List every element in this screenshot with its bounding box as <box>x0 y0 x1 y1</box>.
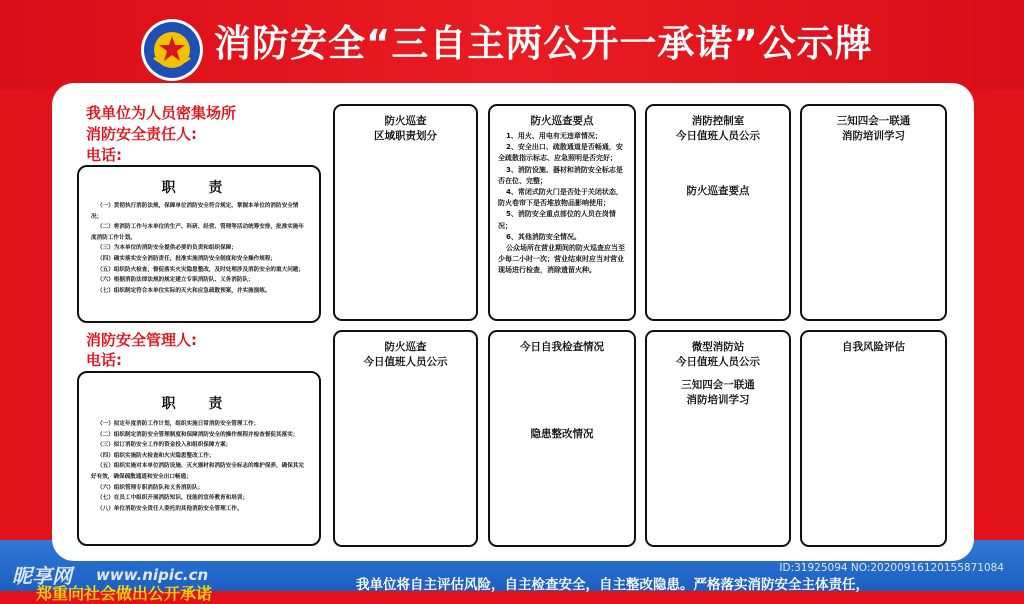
duty-item: （二）组织制定消防安全管理制度和保障消防安全的操作规程并检查督促其落实； <box>97 431 299 438</box>
card-title: 防火巡查 <box>384 115 427 127</box>
safety-manager-label: 消防安全管理人: <box>86 331 197 349</box>
duty-item: （七）在员工中组织开展消防知识、技能的宣传教育和培训； <box>97 495 249 502</box>
card-subtitle: 今日值班人员公示 <box>363 356 448 368</box>
duty-item: （五）组织防火检查，督促落实火灾隐患整改，及时处理涉及消防安全的重大问题； <box>97 266 304 273</box>
duty-item: （一）拟定年度消防工作计划，组织实施日常消防安全管理工作； <box>97 421 260 427</box>
duty-item: （八）单位消防安全责任人委托的其他消防安全管理工作。 <box>97 505 243 512</box>
responsible-duty-list <box>79 201 319 296</box>
phone-label: 电话: <box>86 351 122 369</box>
duty-item: （一）贯彻执行消防法规，保障单位消防安全符合规定，掌握本单位的消防安全情况； <box>91 203 299 220</box>
commitment-text: 我单位将自主评估风险，自主检查安全，自主整改隐患。严格落实消防安全主体责任， <box>356 577 869 593</box>
duties-title: 职 责 <box>161 180 237 196</box>
patrol-item: 公众场所在营业期间的防火巡查应当至少每二小时一次；营业结束时应当对营业现场进行检查，消除遗留火种。 <box>498 244 625 275</box>
duty-item: （七）组织制定符合本单位实际的灭火和应急疏散预案，并实施演练。 <box>97 287 271 294</box>
duty-item: （二）将消防工作与本单位的生产、科研、经营、管理等活动统筹安排，批准实施年度消防工作计划。 <box>91 224 304 241</box>
duty-item: （五）组织实施对本单位消防设施、灭火器材和消防安全标志的维护保养，确保其完好有效，确保疏散通道和安全出口畅通； <box>91 463 304 480</box>
watermark-id: ID:31925094 NO:20200916120155871084 <box>779 562 1004 574</box>
public-commitment-partial: 郑重向社会做出公开承诺 <box>36 584 213 603</box>
duty-item: （三）为本单位的消防安全提供必要的负责和组织保障； <box>97 245 237 252</box>
responsible-person-label: 消防安全责任人: <box>86 125 197 143</box>
fire-rescue-emblem-icon <box>140 18 204 82</box>
card-title: 自我风险评估 <box>842 341 905 353</box>
card-control-room <box>645 104 791 321</box>
unit-line: 我单位为人员密集场所 <box>86 104 237 122</box>
responsible-duties-box <box>77 165 321 323</box>
duty-item: （四）组织实施防火检查和火灾隐患整改工作； <box>97 452 215 459</box>
card-training <box>800 104 947 321</box>
patrol-item: 1、用火、用电有无违章情况； <box>506 132 602 140</box>
card-subtitle: 今日值班人员公示 <box>676 356 760 368</box>
card-patrol-duty <box>333 330 478 547</box>
duty-item: （三）拟订消防安全工作的资金投入和组织保障方案； <box>97 442 232 449</box>
card-risk-assessment <box>800 330 947 547</box>
card-self-check <box>488 330 636 547</box>
card-patrol-points <box>488 104 636 321</box>
page-title: 消防安全“三自主两公开一承诺”公示牌 <box>214 22 873 65</box>
duty-item: （四）确实落实安全消防责任，批准实施消防安全制度和安全操作规程； <box>97 255 277 262</box>
watermark-url: www.nipic.cn <box>96 566 209 584</box>
card-subtitle: 消防培训学习 <box>842 130 905 142</box>
manager-duty-list <box>79 419 319 514</box>
card-title: 防火巡查 <box>384 341 427 353</box>
card-extra-title: 三知四会一联通 <box>681 379 755 391</box>
card-title: 防火巡查要点 <box>530 115 594 127</box>
card-title: 微型消防站 <box>691 341 745 353</box>
watermark-logo: 昵享网 <box>12 564 72 588</box>
patrol-item: 4、常闭式防火门是否处于关闭状态，防火卷帘下是否堆放物品影响使用； <box>498 188 623 208</box>
card-subtitle: 今日值班人员公示 <box>676 130 760 142</box>
card-title: 今日自我检查情况 <box>520 341 604 353</box>
card-title: 消防控制室 <box>691 115 745 127</box>
card-middle-text: 隐患整改情况 <box>530 428 594 440</box>
header-banner <box>0 0 1024 90</box>
patrol-item: 6、其他消防安全情况。 <box>506 232 581 241</box>
card-extra-subtitle: 消防培训学习 <box>686 394 750 406</box>
patrol-item: 3、消防设施、器材和消防安全标志是否在位、完整； <box>498 165 623 185</box>
patrol-item: 5、消防安全重点部位的人员在岗情况； <box>498 210 616 230</box>
duties-title: 职 责 <box>161 396 237 412</box>
duty-item: （六）组织管理专职消防队和义务消防队； <box>97 484 204 491</box>
phone-label: 电话: <box>86 146 122 164</box>
patrol-item: 2、安全出口、疏散通道是否畅通，安全疏散指示标志、应急照明是否完好； <box>498 143 623 163</box>
card-middle-text: 防火巡查要点 <box>686 185 750 197</box>
card-mini-fire-station <box>645 330 791 547</box>
patrol-points-list <box>490 131 634 277</box>
duty-item: （六）根据消防法律法规的规定建立专职消防队、义务消防队； <box>97 277 254 284</box>
manager-duties-box <box>77 371 321 546</box>
card-patrol-area <box>333 104 478 321</box>
card-title: 三知四会一联通 <box>836 115 911 127</box>
card-subtitle: 区域职责划分 <box>374 130 437 142</box>
